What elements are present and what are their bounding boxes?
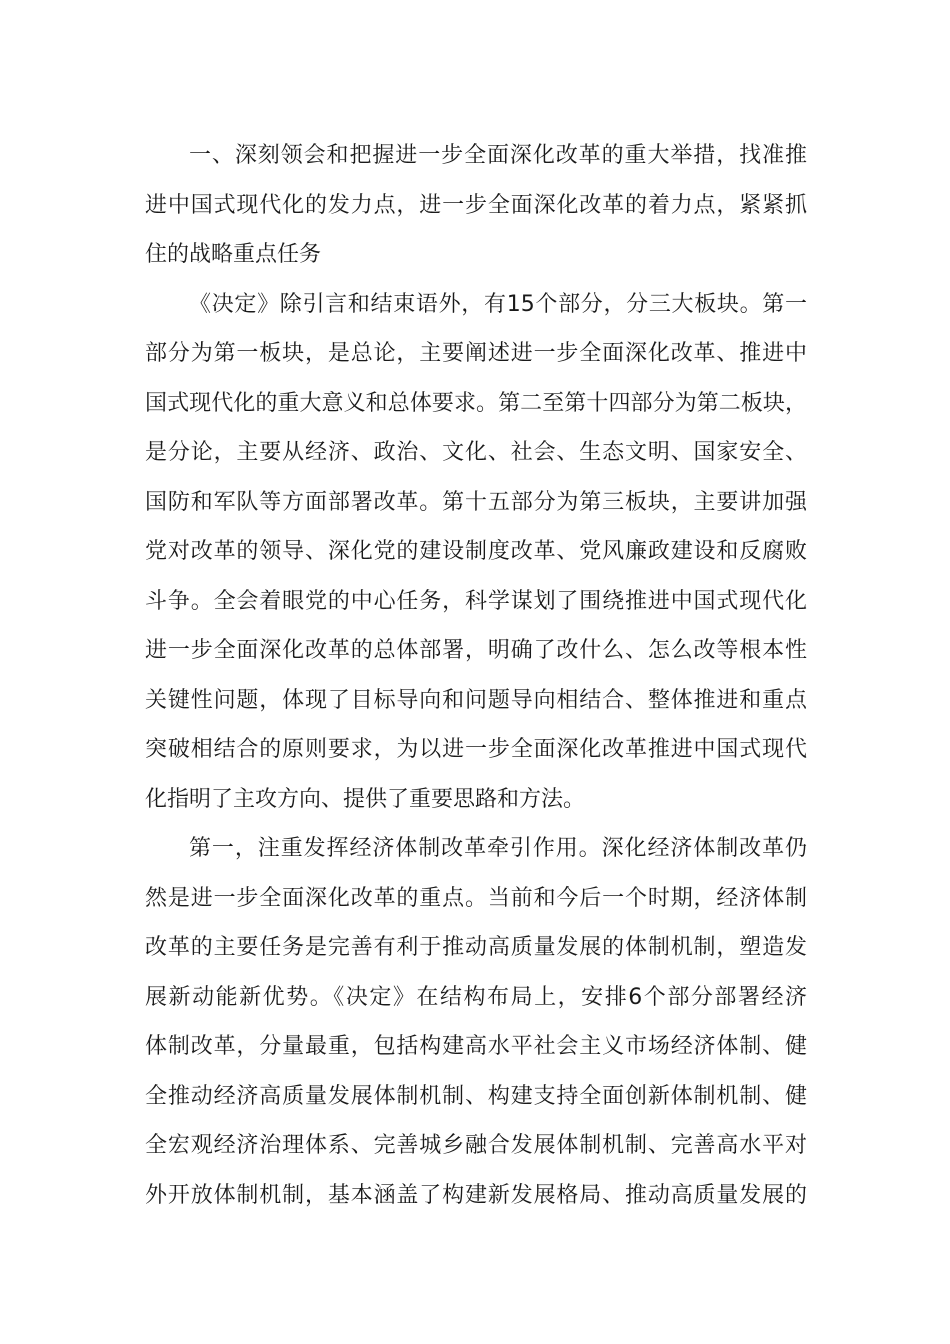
document-page xyxy=(145,131,807,1220)
paragraph xyxy=(145,824,807,1220)
paragraph-line: 突破相结合的原则要求，为以进一步全面深化改革推进中国式现代 xyxy=(145,737,807,762)
paragraph-line: 全宏观经济治理体系、完善城乡融合发展体制机制、完善高水平对 xyxy=(145,1133,807,1158)
paragraph-line: 化指明了主攻方向、提供了重要思路和方法。 xyxy=(145,786,586,812)
section-heading-line: 一、深刻领会和把握进一步全面深化改革的重大举措，找准推 xyxy=(189,143,807,168)
paragraph-line: 《决定》除引言和结束语外，有15个部分，分三大板块。第一 xyxy=(189,291,807,317)
paragraph-line: 国防和军队等方面部署改革。第十五部分为第三板块，主要讲加强 xyxy=(145,489,807,515)
paragraph-line: 外开放体制机制，基本涵盖了构建新发展格局、推动高质量发展的 xyxy=(145,1182,807,1208)
paragraph-line: 改革的主要任务是完善有利于推动高质量发展的体制机制，塑造发 xyxy=(145,935,807,960)
paragraph-line: 然是进一步全面深化改革的重点。当前和今后一个时期，经济体制 xyxy=(145,885,807,911)
paragraph-line: 是分论，主要从经济、政治、文化、社会、生态文明、国家安全、 xyxy=(145,440,807,465)
paragraph-line: 关键性问题，体现了目标导向和问题导向相结合、整体推进和重点 xyxy=(145,687,807,713)
paragraph xyxy=(145,131,807,280)
paragraph-line: 党对改革的领导、深化党的建设制度改革、党风廉政建设和反腐败 xyxy=(145,539,807,564)
section-heading-line: 住的战略重点任务 xyxy=(145,242,322,267)
paragraph-line: 国式现代化的重大意义和总体要求。第二至第十四部分为第二板块， xyxy=(145,390,807,416)
paragraph-line: 斗争。全会着眼党的中心任务，科学谋划了围绕推进中国式现代化 xyxy=(145,588,807,614)
paragraph-line: 进一步全面深化改革的总体部署，明确了改什么、怎么改等根本性 xyxy=(145,638,807,663)
paragraph-line: 部分为第一板块，是总论，主要阐述进一步全面深化改革、推进中 xyxy=(145,341,807,366)
paragraph-line: 展新动能新优势。《决定》在结构布局上，安排6个部分部署经济 xyxy=(145,984,807,1010)
paragraph-line: 全推动经济高质量发展体制机制、构建支持全面创新体制机制、健 xyxy=(145,1083,807,1109)
section-heading-line: 进中国式现代化的发力点，进一步全面深化改革的着力点，紧紧抓 xyxy=(145,192,807,218)
paragraph-line: 第一，注重发挥经济体制改革牵引作用。深化经济体制改革仍 xyxy=(189,836,807,861)
paragraph-line: 体制改革，分量最重，包括构建高水平社会主义市场经济体制、健 xyxy=(145,1034,807,1059)
paragraph xyxy=(145,280,807,825)
